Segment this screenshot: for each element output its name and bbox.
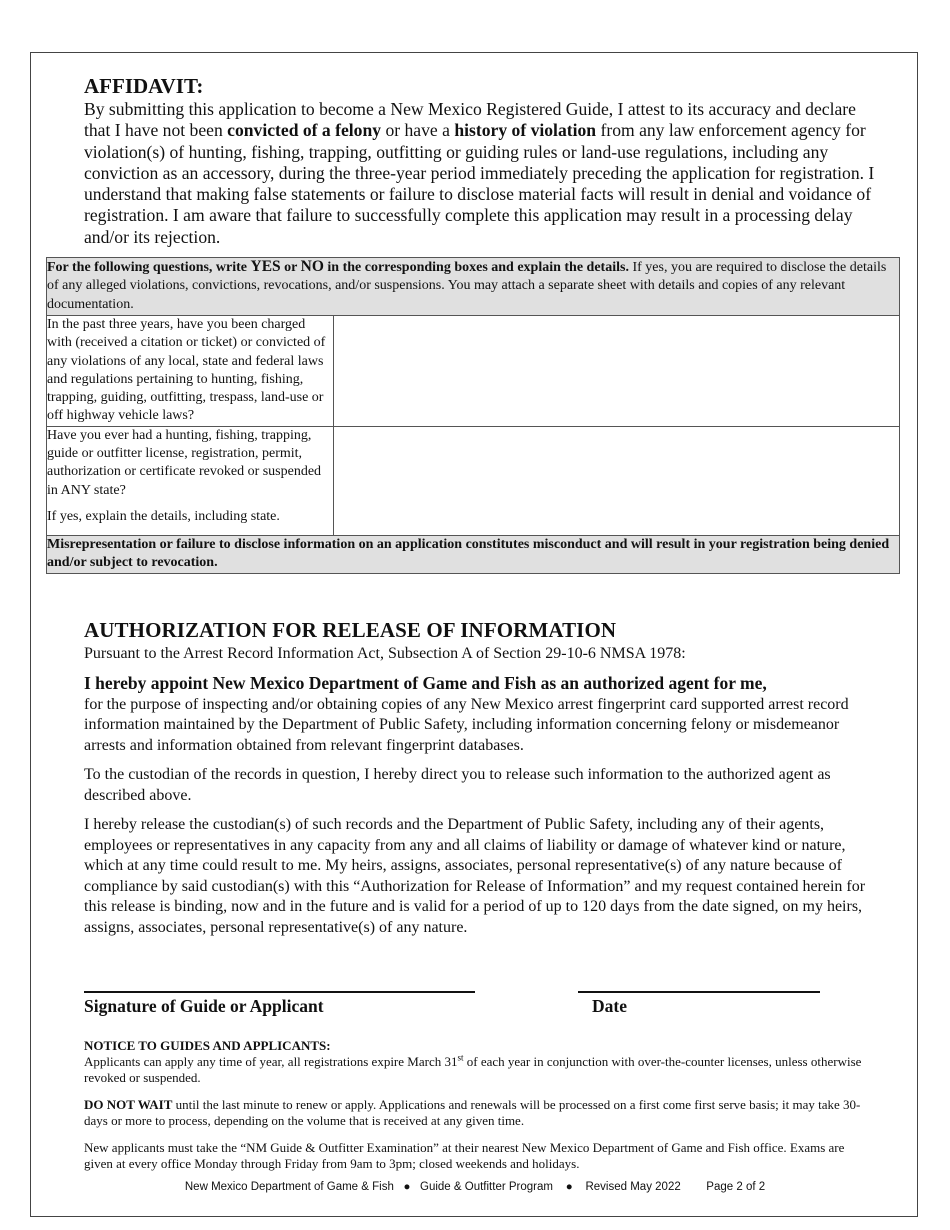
affidavit-bold-violation: history of violation (454, 120, 597, 141)
footer-department: New Mexico Department of Game & Fish (184, 1181, 394, 1193)
question-2-text: Have you ever had a hunting, fishing, trapping, guide or outfitter license, registration, permit, authorization or certificate revoked or suspended in ANY state? (47, 427, 322, 498)
notice-p2-text: until the last minute to renew or apply. Applications and renewals will be processed on a first come first serve basis; it may take 30-days or more to process, depending on the volume that is received at any given time. (84, 1097, 861, 1128)
authorization-custodian: To the custodian of the records in question, I hereby direct you to release such information to the authorized agent as described above. (84, 766, 831, 804)
authorization-pursuant: Pursuant to the Arrest Record Information Act, Subsection A of Section 29-10-6 NMSA 1978: (84, 645, 686, 662)
questions-header-bold-2: in the corresponding boxes and explain the details. (323, 260, 629, 275)
notice-p1-b: of each year in conjunction with over-the-counter licenses, unless otherwise revoked or suspended. (84, 1054, 862, 1085)
affidavit-title: AFFIDAVIT: (84, 74, 204, 98)
affidavit-text (84, 99, 884, 248)
affidavit-text-2: or have a (381, 120, 455, 141)
signature-label: Signature of Guide or Applicant (84, 996, 324, 1016)
notice-p2-bold: DO NOT WAIT (84, 1097, 173, 1112)
signature-line[interactable] (84, 991, 475, 993)
questions-header-bold-1: For the following questions, write (47, 260, 251, 275)
question-2-subtext: If yes, explain the details, including state. (47, 508, 280, 524)
footer-revised: Revised May 2022 (585, 1181, 681, 1193)
date-label: Date (592, 996, 627, 1016)
authorization-appoint-paragraph (84, 673, 874, 756)
footer-bullet-2: ● (565, 1181, 573, 1193)
questions-header-or: or (280, 260, 301, 275)
page-footer (0, 1181, 950, 1193)
affidavit-text-3: from any law enforcement agency for violation(s) of hunting, fishing, trapping, outfitting or guiding rules or land-use regulations, including any conviction as an accessory, during the three-year period immediately preceding the application for registration. I understand that making false statements or failure to disclose material facts will result in denial and voidance of registration. I am aware that failure to successfully complete this application may result in a processing delay and/or its rejection. (84, 120, 875, 247)
questions-header (47, 258, 900, 316)
notice-paragraph-1 (84, 1054, 876, 1086)
footer-page-number: Page 2 of 2 (706, 1181, 766, 1193)
notice-p1-sup: st (457, 1052, 464, 1063)
notice-paragraph-3: New applicants must take the “NM Guide & Outfitter Examination” at their nearest New Mexico Department of Game and Fish office. Exams are given at every office Monday through Friday from 9am to 3pm; closed weekends and holidays. (84, 1140, 845, 1171)
questions-table (46, 257, 900, 574)
question-1: In the past three years, have you been charged with (received a citation or ticket) or convicted of any violations of any local, state and federal laws and regulations pertaining to hunting, fishing, trapping, guiding, outfitting, trespass, land-use or off highway vehicle laws? (47, 316, 334, 427)
misrepresentation-warning: Misrepresentation or failure to disclose information on an application constitutes misconduct and will result in your registration being denied and/or subject to revocation. (47, 535, 900, 573)
date-line[interactable] (578, 991, 820, 993)
questions-header-yes: YES (250, 258, 281, 275)
answer-1-input[interactable] (334, 316, 900, 427)
authorization-title: AUTHORIZATION FOR RELEASE OF INFORMATION (84, 618, 617, 642)
footer-bullet-1: ● (403, 1181, 411, 1193)
footer-program: Guide & Outfitter Program (420, 1181, 553, 1193)
questions-header-no: NO (300, 258, 324, 275)
questions-header-text: If yes, you are required to disclose the details of any alleged violations, convictions, revocations, and/or suspensions. You may attach a separate sheet with details and copies of any relevant documentation. (47, 260, 887, 312)
authorization-appoint-rest: for the purpose of inspecting and/or obtaining copies of any New Mexico arrest fingerprint card supported arrest record information maintained by the Department of Public Safety, including information concerning felony or misdemeanor arrests and information obtained from relevant fingerprint databases. (84, 695, 849, 754)
answer-2-input[interactable] (334, 426, 900, 535)
notice-p1-a: Applicants can apply any time of year, all registrations expire March 31 (84, 1054, 458, 1069)
question-2 (47, 426, 334, 535)
notice-title: NOTICE TO GUIDES AND APPLICANTS: (84, 1038, 331, 1053)
notice-paragraph-2 (84, 1097, 876, 1129)
authorization-release: I hereby release the custodian(s) of such records and the Department of Public Safety, including any of their agents, employees or representatives in any capacity from any and all claims of liability or damage of whatever kind or nature, which at any time could result to me. My heirs, assigns, associates, personal representative(s) of any nature because of compliance by said custodian(s) with this “Authorization for Release of Information” and my request contained herein for this release is binding, now and in the future and is valid for a period of up to 120 days from the date signed, on my heirs, assigns, associates, personal representative(s) of any nature. (84, 816, 866, 936)
authorization-appoint: I hereby appoint New Mexico Department of Game and Fish as an authorized agent for me, (84, 673, 767, 693)
affidavit-text-1: By submitting this application to become a New Mexico Registered Guide, I attest to its accuracy and declare that I have not been (84, 99, 856, 141)
affidavit-bold-felony: convicted of a felony (227, 120, 382, 141)
